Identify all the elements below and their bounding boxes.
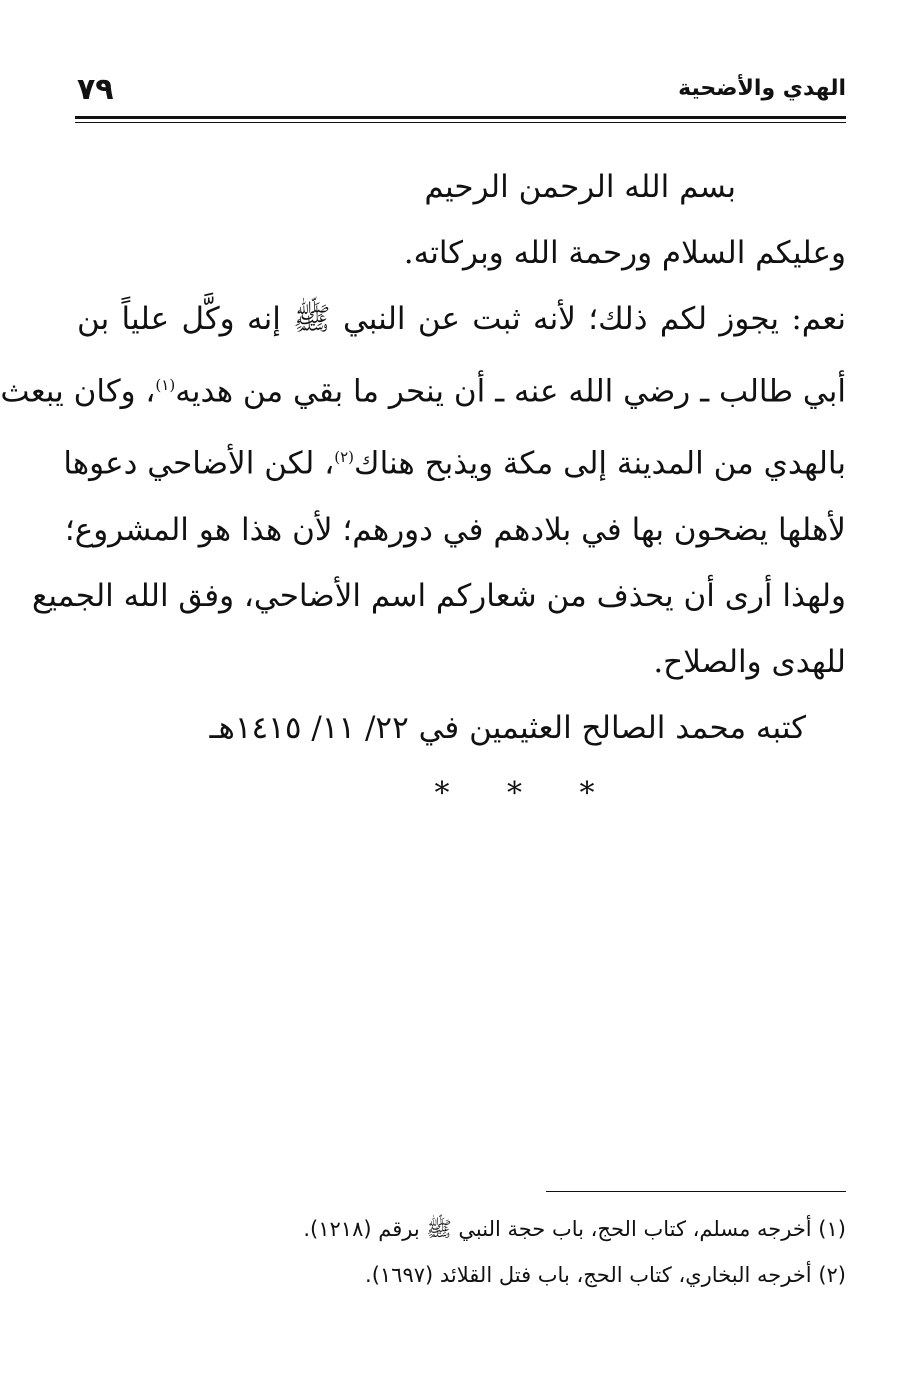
paragraph-text: أبي طالب ـ رضي الله عنه ـ أن ينحر ما بقي من هديه [175,373,846,410]
signature: كتبه محمد الصالح العثيمين في ٢٢/ ١١/ ١٤١٥هـ [209,709,806,746]
footnotes [77,1206,846,1298]
header-rule-thick [75,116,846,119]
paragraph-text: ، وكان يبعث [0,373,156,410]
footnote-ref-1[interactable]: (١) [155,376,176,394]
footnote-2: (٢) أخرجه البخاري، كتاب الحج، باب فتل القلائد (١٦٩٧). [365,1263,846,1287]
paragraph-line: للهدى والصلاح. [653,643,846,680]
paragraph-line [63,424,846,496]
paragraph-line: نعم: يجوز لكم ذلك؛ لأنه ثبت عن النبي ﷺ إنه وكَّل علياً بن [77,301,846,337]
main-text [0,154,846,827]
footnote-ref-2[interactable]: (٢) [334,448,355,467]
paragraph-text: ، لكن الأضاحي دعوها [63,445,335,482]
paragraph-line: لأهلها يضحون بها في بلادهم في دورهم؛ لأن هذا هو المشروع؛ [64,511,846,548]
header-rule-thin [75,122,846,123]
paragraph-text: بالهدي من المدينة إلى مكة ويذبح هناك [354,445,846,482]
footnote-1: (١) أخرجه مسلم، كتاب الحج، باب حجة النبي ﷺ برقم (١٢١٨). [303,1217,846,1241]
greeting: وعليكم السلام ورحمة الله وبركاته. [403,235,846,271]
paragraph-line: ولهذا أرى أن يحذف من شعاركم اسم الأضاحي، وفق الله الجميع [31,577,846,614]
running-title: الهدي والأضحية [678,76,846,101]
paragraph-line [0,352,846,424]
page-number: ٧٩ [77,72,114,107]
section-separator: * * * [434,775,619,811]
footnote-rule [546,1191,846,1192]
basmala: بسم الله الرحمن الرحيم [424,169,736,205]
